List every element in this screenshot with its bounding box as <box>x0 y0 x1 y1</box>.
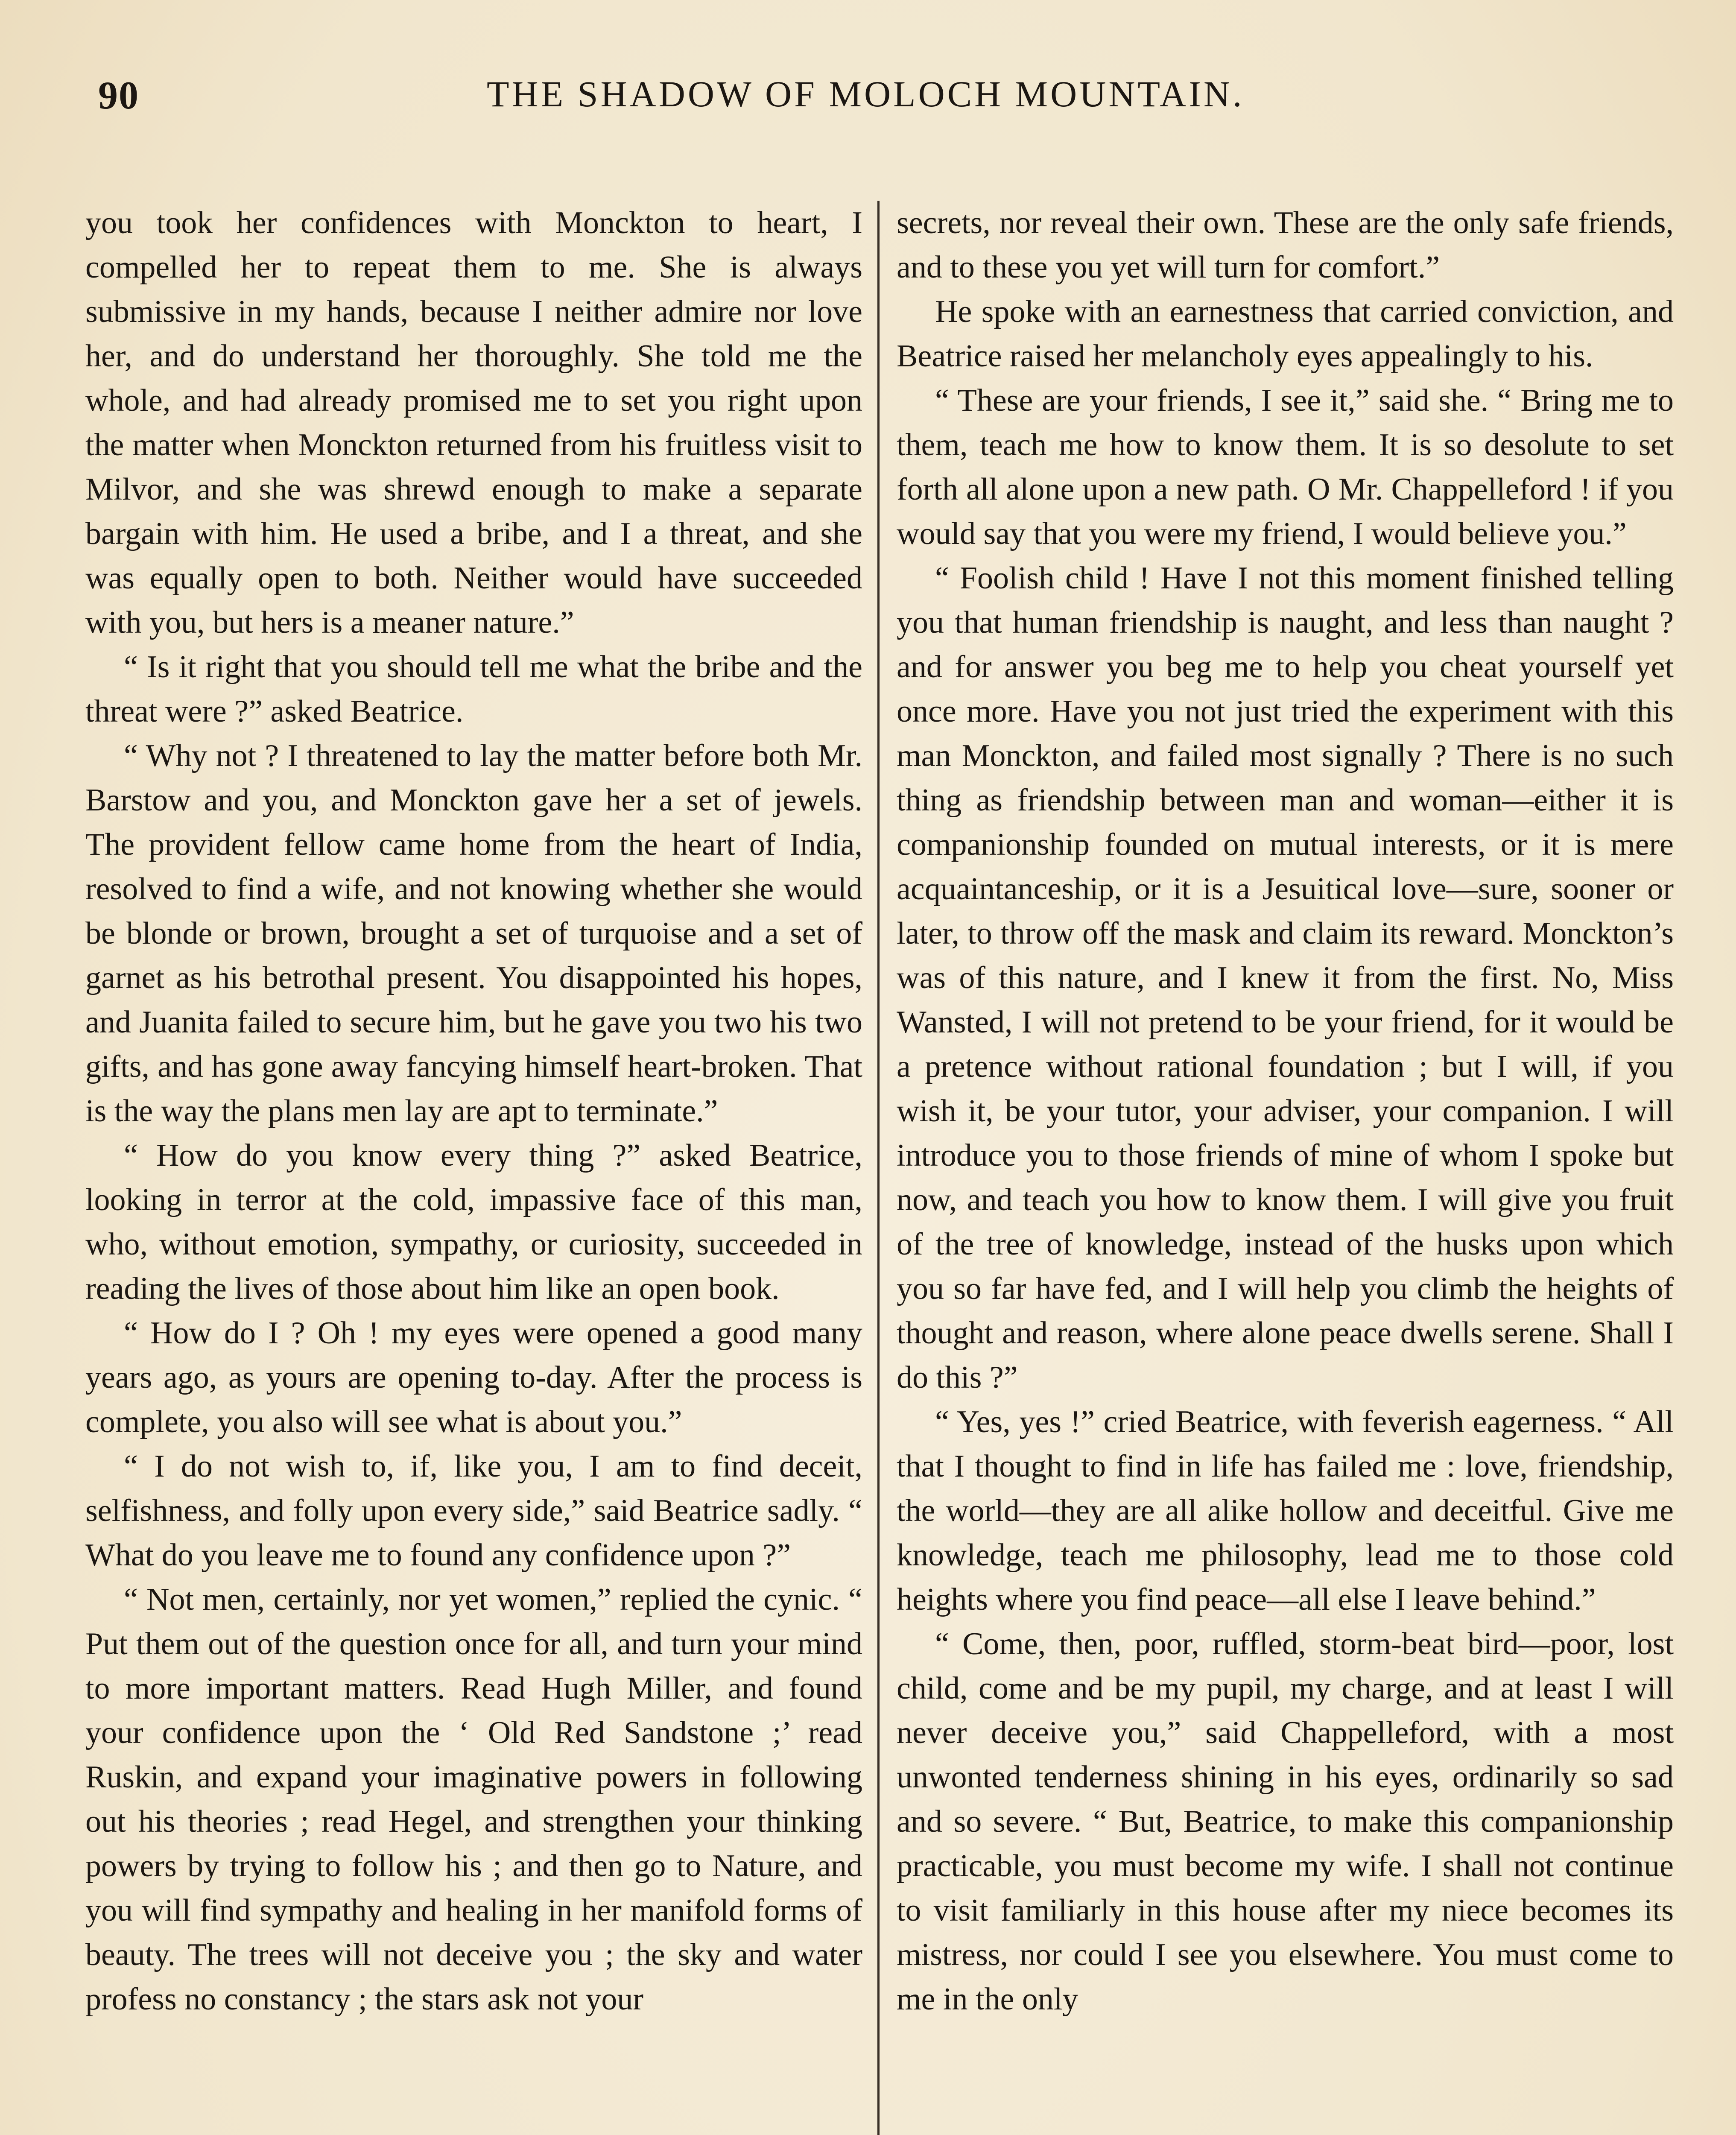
right-paragraph-2: He spoke with an earnestness that carried conviction, and Beatrice raised her melancholy eyes appealingly to his. <box>897 294 1674 374</box>
left-paragraph-5: “ How do I ? Oh ! my eyes were opened a good many years ago, as yours are opening to-day. After the process is complete, you also will see what is about you.” <box>85 1316 862 1439</box>
right-column <box>897 201 1674 2021</box>
left-column <box>85 201 862 2021</box>
right-paragraph-5: “ Yes, yes !” cried Beatrice, with feverish eagerness. “ All that I thought to find in life has failed me : love, friendship, the world—they are all alike hollow and deceitful. Give me knowledge, teach me philosophy, lead me to those cold heights where you find peace—all else I leave behind.” <box>897 1404 1674 1617</box>
left-paragraph-6: “ I do not wish to, if, like you, I am to find deceit, selfishness, and folly upon every side,” said Beatrice sadly. “ What do you leave me to found any confidence upon ?” <box>85 1449 862 1573</box>
right-paragraph-1: secrets, nor reveal their own. These are the only safe friends, and to these you yet will turn for comfort.” <box>897 205 1674 285</box>
left-paragraph-4: “ How do you know every thing ?” asked Beatrice, looking in terror at the cold, impassive face of this man, who, without emotion, sympathy, or curiosity, succeeded in reading the lives of those about him like an open book. <box>85 1138 862 1306</box>
right-paragraph-6: “ Come, then, poor, ruffled, storm-beat bird—poor, lost child, come and be my pupil, my charge, and at least I will never deceive you,” said Chappelleford, with a most unwonted tenderness shining in his eyes, ordinarily so sad and so severe. “ But, Beatrice, to make this companionship practicable, you must become my wife. I shall not continue to visit familiarly in this house after my niece becomes its mistress, nor could I see you elsewhere. You must come to me in the only <box>897 1626 1674 2017</box>
left-paragraph-1: you took her confidences with Monckton to heart, I compelled her to repeat them to me. She is always submissive in my hands, because I neither admire nor love her, and do understand her thoroughly. She told me the whole, and had already promised me to set you right upon the matter when Monckton returned from his fruitless visit to Milvor, and she was shrewd enough to make a separate bargain with him. He used a bribe, and I a threat, and she was equally open to both. Neither would have succeeded with you, but hers is a meaner nature.” <box>85 205 862 640</box>
left-paragraph-3: “ Why not ? I threatened to lay the matter before both Mr. Barstow and you, and Monckton gave her a set of jewels. The provident fellow came home from the heart of India, resolved to find a wife, and not knowing whether she would be blonde or brown, brought a set of turquoise and a set of garnet as his betrothal present. You disappointed his hopes, and Juanita failed to secure him, but he gave you two his two gifts, and has gone away fancying himself heart-broken. That is the way the plans men lay are apt to terminate.” <box>85 738 862 1129</box>
right-paragraph-3: “ These are your friends, I see it,” said she. “ Bring me to them, teach me how to know them. It is so desolute to set forth all alone upon a new path. O Mr. Chappelleford ! if you would say that you were my friend, I would believe you.” <box>897 383 1674 551</box>
book-title: THE SHADOW OF MOLOCH MOUNTAIN. <box>487 73 1245 114</box>
right-paragraph-4: “ Foolish child ! Have I not this moment finished telling you that human friendship is naught, and less than naught ? and for answer you beg me to help you cheat yourself yet once more. Have you not just tried the experiment with this man Monckton, and failed most signally ? There is no such thing as friendship between man and woman—either it is companionship founded on mutual interests, or it is mere acquaintanceship, or it is a Jesuitical love—sure, sooner or later, to throw off the mask and claim its reward. Monckton’s was of this nature, and I knew it from the first. No, Miss Wansted, I will not pretend to be your friend, for it would be a pretence without rational foundation ; but I will, if you wish it, be your tutor, your adviser, your companion. I will introduce you to those friends of mine of whom I spoke but now, and teach you how to know them. I will give you fruit of the tree of knowledge, instead of the husks upon which you so far have fed, and I will help you climb the heights of thought and reason, where alone peace dwells serene. Shall I do this ?” <box>897 561 1674 1395</box>
running-head <box>98 73 1644 124</box>
left-paragraph-7: “ Not men, certainly, nor yet women,” replied the cynic. “ Put them out of the question once for all, and turn your mind to more important matters. Read Hugh Miller, and found your confidence upon the ‘ Old Red Sandstone ;’ read Ruskin, and expand your imaginative powers in following out his theories ; read Hegel, and strengthen your thinking powers by trying to follow his ; and then go to Nature, and you will find sympathy and healing in her manifold forms of beauty. The trees will not deceive you ; the sky and water profess no constancy ; the stars ask not your <box>85 1582 862 2017</box>
column-divider <box>877 201 880 2135</box>
left-paragraph-2: “ Is it right that you should tell me what the bribe and the threat were ?” asked Beatrice. <box>85 649 862 729</box>
page-number: 90 <box>98 73 139 117</box>
